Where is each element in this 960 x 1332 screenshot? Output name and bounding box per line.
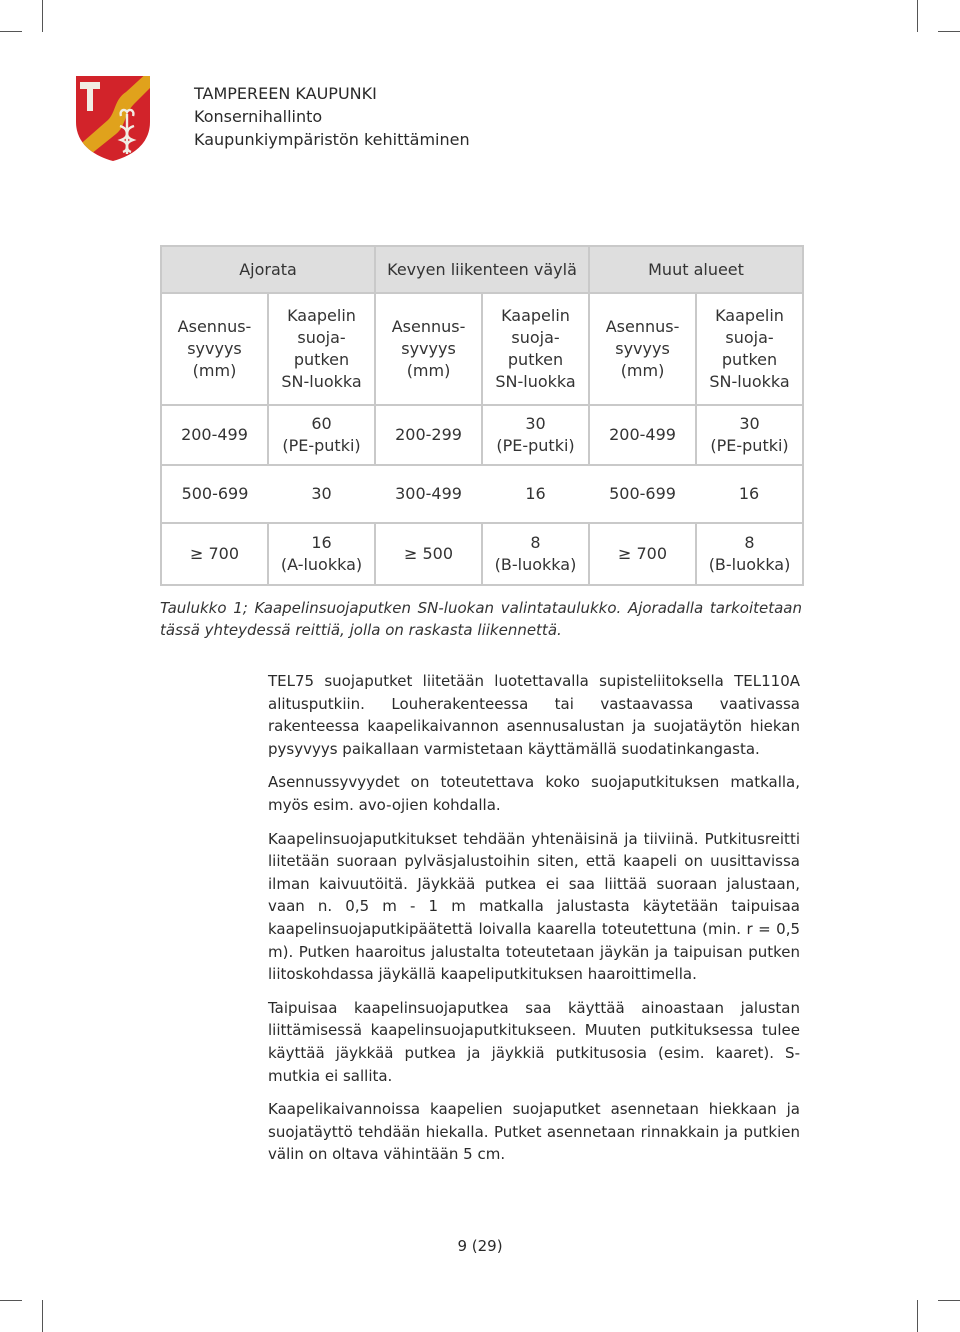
subheader-row — [161, 293, 803, 405]
org-division: Konsernihallinto — [194, 107, 323, 126]
crop-mark — [917, 1300, 918, 1332]
table-cell: 60 (PE-putki) — [268, 405, 375, 465]
table-cell: 30 — [268, 465, 375, 523]
paragraph: Kaapelinsuojaputkitukset tehdään yhtenäisinä ja tiiviinä. Putkitusreitti liitetään suoraan pylväsjalustoihin siten, että kaapeli on uusittavissa ilman kaivuutöitä. Jäykkää putkea ei saa liittää suoraan jalustaan, vaan n. 0,5 m - 1 m matkalla jalustasta käytetään taipuisaa kaapelinsuojaputkipäätettä loivalla kaarella toteutettuna (min. r = 0,5 m). Putken haaroitus jalustalta toteutetaan jäykän ja taipuisan putken liitoskohdassa jäykällä kaapeliputkituksen haaroittimella. — [268, 829, 800, 984]
table-cell: 8 (B-luokka) — [696, 523, 803, 585]
crop-mark — [0, 1300, 22, 1301]
table-row — [161, 405, 803, 465]
table-cell: 16 — [482, 465, 589, 523]
body-text — [268, 670, 800, 1177]
subheader-cell: Asennus- syvyys (mm) — [161, 293, 268, 405]
crop-mark — [42, 1300, 43, 1332]
sn-class-selection-table — [160, 245, 804, 586]
subheader-cell: Kaapelin suoja- putken SN-luokka — [268, 293, 375, 405]
page-number: 9 (29) — [457, 1237, 503, 1255]
table-cell: 8 (B-luokka) — [482, 523, 589, 585]
subheader-cell: Kaapelin suoja- putken SN-luokka — [696, 293, 803, 405]
crop-mark — [938, 1300, 960, 1301]
table-cell: 500-699 — [161, 465, 268, 523]
paragraph: Asennussyvyydet on toteutettava koko suojaputkituksen matkalla, myös esim. avo-ojien kohdalla. — [268, 773, 800, 814]
group-header-kevyen-liikenteen-vayla: Kevyen liikenteen väylä — [375, 246, 589, 293]
coat-of-arms-logo — [74, 74, 152, 162]
table-cell: 200-499 — [589, 405, 696, 465]
subheader-cell: Asennus- syvyys (mm) — [375, 293, 482, 405]
paragraph: Taipuisaa kaapelinsuojaputkea saa käyttää ainoastaan jalustan liittämisessä kaapelinsuojaputkitukseen. Muuten putkituksessa tulee käyttää jäykkää putkea ja jäykkiä putkitusosia (esim. kaaret). S-mutkia ei sallita. — [268, 998, 800, 1085]
crop-mark — [42, 0, 43, 32]
org-name: TAMPEREEN KAUPUNKI — [194, 84, 377, 103]
group-header-muut-alueet: Muut alueet — [589, 246, 803, 293]
crop-mark — [938, 31, 960, 32]
table-cell: ≥ 500 — [375, 523, 482, 585]
org-unit: Kaupunkiympäristön kehittäminen — [194, 130, 470, 149]
table-cell: 30 (PE-putki) — [696, 405, 803, 465]
table-cell: 200-299 — [375, 405, 482, 465]
table-cell: 16 (A-luokka) — [268, 523, 375, 585]
table-cell: 200-499 — [161, 405, 268, 465]
crop-mark — [917, 0, 918, 32]
subheader-cell: Asennus- syvyys (mm) — [589, 293, 696, 405]
table-cell: 500-699 — [589, 465, 696, 523]
table-row — [161, 465, 803, 523]
paragraph: TEL75 suojaputket liitetään luotettavalla supisteliitoksella TEL110A alitusputkiin. Louherakenteessa tai vastaavassa vaativassa rakenteessa kaapelikaivannon asennusalustan ja suojatäytön hiekan pysyvyys paikallaan varmistetaan käyttämällä suodatinkangasta. — [268, 672, 800, 758]
paragraph: Kaapelikaivannoissa kaapelien suojaputket asennetaan hiekkaan ja suojatäyttö tehdään hiekalla. Putket asennetaan rinnakkain ja putkien välin on oltava vähintään 5 cm. — [268, 1100, 800, 1164]
table-cell: 30 (PE-putki) — [482, 405, 589, 465]
table-caption: Taulukko 1; Kaapelinsuojaputken SN-luokan valintataulukko. Ajoradalla tarkoitetaan tässä yhteydessä reittiä, jolla on raskasta liikennettä. — [160, 599, 802, 639]
table-cell: ≥ 700 — [161, 523, 268, 585]
crop-mark — [0, 31, 22, 32]
table-row — [161, 523, 803, 585]
group-header-ajorata: Ajorata — [161, 246, 375, 293]
table-cell: ≥ 700 — [589, 523, 696, 585]
table-cell: 16 — [696, 465, 803, 523]
organization-header — [194, 82, 470, 151]
subheader-cell: Kaapelin suoja- putken SN-luokka — [482, 293, 589, 405]
table-cell: 300-499 — [375, 465, 482, 523]
